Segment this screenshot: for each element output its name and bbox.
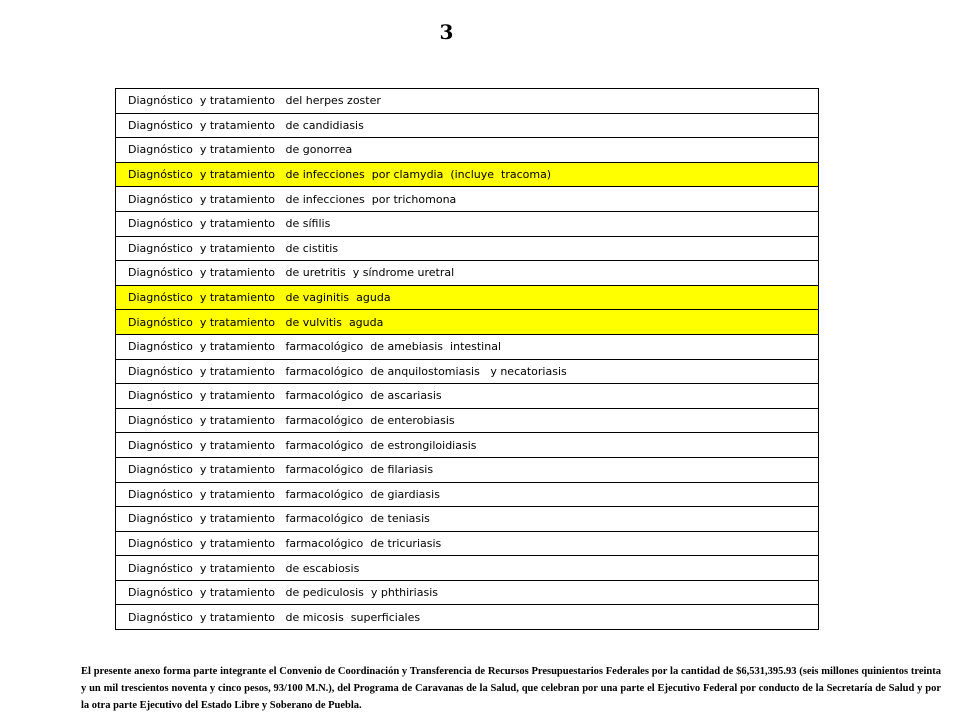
table-row-highlighted [116,162,819,187]
services-table [115,88,819,630]
table-row [116,113,819,138]
table-row [116,359,819,384]
table-row [116,580,819,605]
table-row [116,482,819,507]
table-cell: Diagnóstico y tratamiento del herpes zoster [116,89,819,114]
table-cell: Diagnóstico y tratamiento de vulvitis aguda [116,310,819,335]
table-row [116,457,819,482]
table-cell: Diagnóstico y tratamiento farmacológico de giardiasis [116,482,819,507]
table-cell: Diagnóstico y tratamiento farmacológico de amebiasis intestinal [116,334,819,359]
footer-note: El presente anexo forma parte integrante el Convenio de Coordinación y Transferencia de Recursos Presupuestarios Federales por la cantidad de $6,531,395.93 (seis millones quinientos treinta y un mil trescientos noventa y cinco pesos, 93/100 M.N.), del Programa de Caravanas de la Salud, que celebran por una parte el Ejecutivo Federal por conducto de la Secretaría de Salud y por la otra parte Ejecutivo del Estado Libre y Soberano de Puebla. [81,666,941,711]
table-cell: Diagnóstico y tratamiento farmacológico de ascariasis [116,384,819,409]
table-row [116,384,819,409]
table-cell: Diagnóstico y tratamiento farmacológico de anquilostomiasis y necatoriasis [116,359,819,384]
table-row [116,211,819,236]
table-cell: Diagnóstico y tratamiento de uretritis y síndrome uretral [116,261,819,286]
page-number: 3 [439,20,454,44]
table-cell: Diagnóstico y tratamiento farmacológico de tricuriasis [116,531,819,556]
table-cell: Diagnóstico y tratamiento de candidiasis [116,113,819,138]
table-cell: Diagnóstico y tratamiento farmacológico de enterobiasis [116,408,819,433]
table-row [116,261,819,286]
table-cell: Diagnóstico y tratamiento de cistitis [116,236,819,261]
table-cell: Diagnóstico y tratamiento de infecciones por trichomona [116,187,819,212]
table-row [116,433,819,458]
table-cell: Diagnóstico y tratamiento farmacológico de estrongiloidiasis [116,433,819,458]
table-cell: Diagnóstico y tratamiento farmacológico de filariasis [116,457,819,482]
table-cell: Diagnóstico y tratamiento de escabiosis [116,556,819,581]
table-row-highlighted [116,310,819,335]
table-row [116,187,819,212]
table-cell: Diagnóstico y tratamiento de vaginitis aguda [116,285,819,310]
table-cell: Diagnóstico y tratamiento de infecciones por clamydia (incluye tracoma) [116,162,819,187]
table-row [116,507,819,532]
table-row [116,408,819,433]
table-cell: Diagnóstico y tratamiento farmacológico de teniasis [116,507,819,532]
table-cell: Diagnóstico y tratamiento de sífilis [116,211,819,236]
table-row [116,138,819,163]
table-row [116,236,819,261]
table-row [116,531,819,556]
table-row [116,556,819,581]
table-cell: Diagnóstico y tratamiento de gonorrea [116,138,819,163]
table-row-highlighted [116,285,819,310]
table-cell: Diagnóstico y tratamiento de micosis superficiales [116,605,819,630]
table-row [116,89,819,114]
table-cell: Diagnóstico y tratamiento de pediculosis y phthiriasis [116,580,819,605]
table-row [116,334,819,359]
services-table-body [116,89,819,630]
table-row [116,605,819,630]
